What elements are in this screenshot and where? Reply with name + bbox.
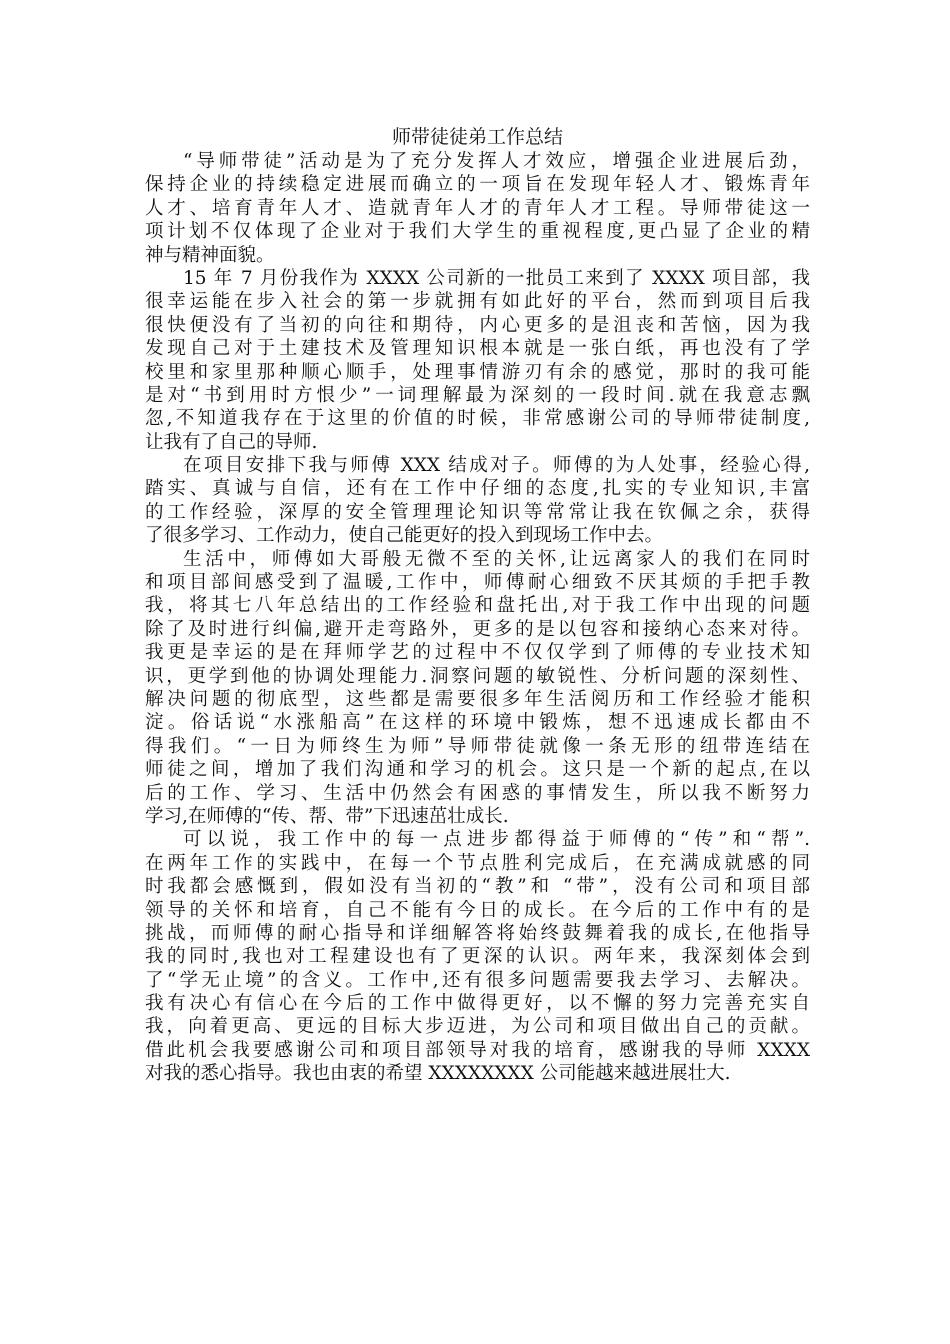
text-line: 神与精神面貌。 [145,244,275,266]
paragraph [145,454,810,548]
text-line: 后的工作、学习、生活中仍然会有困惑的事情发生，所以我不断努力 [145,782,810,804]
text-line: 淀。俗话说“水涨船高”在这样的环境中锻炼，想不迅速成长都由不 [145,712,810,734]
text-line: 让我有了自己的导师. [145,431,318,453]
text-line: 了“学无止境”的含义。工作中,还有很多问题需要我去学习、去解决。 [145,969,810,991]
text-line: 是对“书到用时方恨少”一词理解最为深刻的一段时间.就在我意志飘 [145,384,810,406]
text-line: 项计划不仅体现了企业对于我们大学生的重视程度,更凸显了企业的精 [145,221,810,243]
text-line: 领导的关怀和培育，自己不能有今日的成长。在今后的工作中有的是 [145,899,810,921]
text-line: 了很多学习、工作动力，使自己能更好的投入到现场工作中去。 [145,525,664,547]
paragraph [145,828,810,1085]
text-line: 的工作经验，深厚的安全管理理论知识等常常让我在钦佩之余，获得 [145,501,810,523]
text-line: 时我都会感慨到，假如没有当初的“教”和 “带”，没有公司和项目部 [145,876,810,898]
text-line: 解决问题的彻底型，这些都是需要很多年生活阅历和工作经验才能积 [145,688,810,710]
text-line: 我，向着更高、更远的目标大步迈进，为公司和项目做出自己的贡献。 [145,1016,810,1038]
paragraph [145,548,810,829]
text-line: 挑战，而师傅的耐心指导和详细解答将始终鼓舞着我的成长,在他指导 [145,922,810,944]
text-line: 踏实、真诚与自信，还有在工作中仔细的态度,扎实的专业知识,丰富 [145,478,810,500]
text-line: 人才、培育青年人才、造就青年人才的青年人才工程。导师带徒这一 [145,197,810,219]
text-line: 借此机会我要感谢公司和项目部领导对我的培育，感谢我的导师 XXXX [145,1039,810,1061]
document-page [145,124,810,1086]
text-line: 很快便没有了当初的向往和期待，内心更多的是沮丧和苦恼，因为我 [145,314,810,336]
text-line: 除了及时进行纠偏,避开走弯路外，更多的是以包容和接纳心态来对待。 [145,618,810,640]
text-line: 师徒之间，增加了我们沟通和学习的机会。这只是一个新的起点,在以 [145,759,810,781]
text-line: 对我的悉心指导。我也由衷的希望 XXXXXXXX 公司能越来越进展壮大. [145,1063,731,1085]
text-line: 识，更学到他的协调处理能力.洞察问题的敏锐性、分析问题的深刻性、 [145,665,810,687]
document-body [145,150,810,1086]
text-line: 我更是幸运的是在拜师学艺的过程中不仅仅学到了师傅的专业技术知 [145,642,810,664]
text-line: 我有决心有信心在今后的工作中做得更好，以不懈的努力完善充实自 [145,993,810,1015]
text-line: 得我们。“一日为师终生为师”导师带徒就像一条无形的纽带连结在 [145,735,810,757]
text-line: 校里和家里那种顺心顺手，处理事情游刃有余的感觉，那时的我可能 [145,361,810,383]
text-line: 很幸运能在步入社会的第一步就拥有如此好的平台，然而到项目后我 [145,291,810,313]
text-line: 学习,在师傅的“传、帮、带”下迅速茁壮成长. [145,805,509,827]
text-line: 生活中，师傅如大哥般无微不至的关怀,让远离家人的我们在同时 [183,548,810,570]
text-line: “导师带徒”活动是为了充分发挥人才效应，增强企业进展后劲， [183,151,810,172]
text-line: 我的同时,我也对工程建设也有了更深的认识。两年来，我深刻体会到 [145,946,810,968]
text-line: 发现自己对于土建技术及管理知识根本就是一张白纸，再也没有了学 [145,338,810,360]
paragraph [145,150,810,267]
document-title: 师带徒徒弟工作总结 [391,126,563,148]
text-line: 在项目安排下我与师傅 XXX 结成对子。师傅的为人处事，经验心得, [183,455,810,477]
text-line: 保持企业的持续稳定进展而确立的一项旨在发现年轻人才、锻炼青年 [145,174,810,196]
text-line: 和项目部间感受到了温暖,工作中，师傅耐心细致不厌其烦的手把手教 [145,572,810,594]
text-line: 忽,不知道我存在于这里的价值的时候，非常感谢公司的导师带徒制度, [145,408,810,430]
text-line: 在两年工作的实践中，在每一个节点胜利完成后，在充满成就感的同 [145,852,810,874]
text-line: 我，将其七八年总结出的工作经验和盘托出,对于我工作中出现的问题 [145,595,810,617]
text-line: 可以说，我工作中的每一点进步都得益于师傅的“传”和“帮”. [183,829,810,851]
text-line: 15 年 7 月份我作为 XXXX 公司新的一批员工来到了 XXXX 项目部，我 [183,267,810,289]
paragraph [145,267,810,454]
